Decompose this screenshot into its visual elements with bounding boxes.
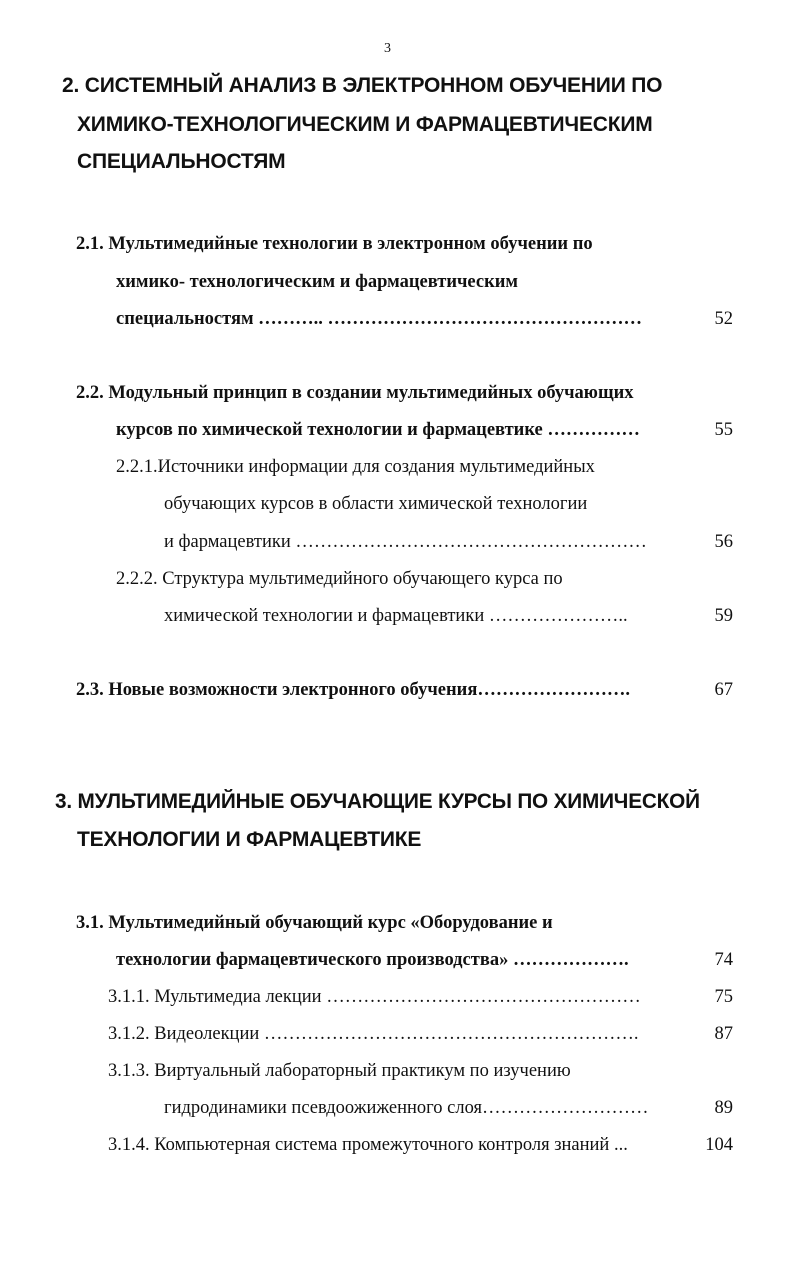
toc-2-1-line-2: химико- технологическим и фармацевтическим: [116, 272, 518, 292]
toc-3-1-4-page: 104: [705, 1135, 733, 1155]
chapter-2-title-line-2: ХИМИКО-ТЕХНОЛОГИЧЕСКИМ И ФАРМАЦЕВТИЧЕСКИМ: [77, 113, 653, 136]
toc-3-1-1-line-1: 3.1.1. Мультимедиа лекции ……………………………………………: [108, 987, 641, 1007]
toc-3-1-page: 74: [714, 950, 733, 970]
toc-3-1-line-2: технологии фармацевтического производства» ……………….: [116, 950, 629, 970]
toc-2-2-1-page: 56: [714, 532, 733, 552]
toc-3-1-1-page: 75: [714, 987, 733, 1007]
toc-2-2-1-line-3: и фармацевтики …………………………………………………: [164, 532, 647, 552]
toc-2-2-page: 55: [714, 420, 733, 440]
toc-3-1-2-page: 87: [714, 1024, 733, 1044]
toc-3-1-3-line-1: 3.1.3. Виртуальный лабораторный практикум по изучению: [108, 1061, 571, 1081]
toc-2-1-line-1: 2.1. Мультимедийные технологии в электронном обучении по: [76, 234, 593, 254]
toc-2-3-page: 67: [714, 680, 733, 700]
toc-2-2-1-line-1: 2.2.1.Источники информации для создания мультимедийных: [116, 457, 595, 477]
chapter-2-title-line-3: СПЕЦИАЛЬНОСТЯМ: [77, 150, 286, 173]
toc-2-2-1-line-2: обучающих курсов в области химической технологии: [164, 494, 588, 514]
toc-2-2-2-line-1: 2.2.2. Структура мультимедийного обучающего курса по: [116, 569, 563, 589]
chapter-2-title-line-1: 2. СИСТЕМНЫЙ АНАЛИЗ В ЭЛЕКТРОННОМ ОБУЧЕНИИ ПО: [62, 74, 663, 97]
toc-3-1-4-line-1: 3.1.4. Компьютерная система промежуточного контроля знаний ...: [108, 1135, 628, 1155]
toc-3-1-3-line-2: гидродинамики псевдоожиженного слоя………………………: [164, 1098, 649, 1118]
toc-2-3-line-1: 2.3. Новые возможности электронного обучения…………………….: [76, 680, 630, 700]
toc-2-2-2-page: 59: [714, 606, 733, 626]
toc-2-2-2-line-2: химической технологии и фармацевтики …………………..: [164, 606, 628, 626]
toc-2-2-line-1: 2.2. Модульный принцип в создании мультимедийных обучающих: [76, 383, 634, 403]
chapter-3-title-line-2: ТЕХНОЛОГИИ И ФАРМАЦЕВТИКЕ: [77, 828, 422, 851]
toc-3-1-2-line-1: 3.1.2. Видеолекции …………………………………………………….: [108, 1024, 639, 1044]
toc-2-2-line-2: курсов по химической технологии и фармацевтике ……………: [116, 420, 640, 440]
page-number: 3: [384, 41, 391, 56]
toc-2-1-line-3: специальностям ……….. ……………………………………………: [116, 309, 643, 329]
chapter-3-title-line-1: 3. МУЛЬТИМЕДИЙНЫЕ ОБУЧАЮЩИЕ КУРСЫ ПО ХИМИЧЕСКОЙ: [55, 790, 700, 813]
toc-3-1-line-1: 3.1. Мультимедийный обучающий курс «Оборудование и: [76, 913, 553, 933]
toc-3-1-3-page: 89: [714, 1098, 733, 1118]
toc-2-1-page: 52: [714, 309, 733, 329]
